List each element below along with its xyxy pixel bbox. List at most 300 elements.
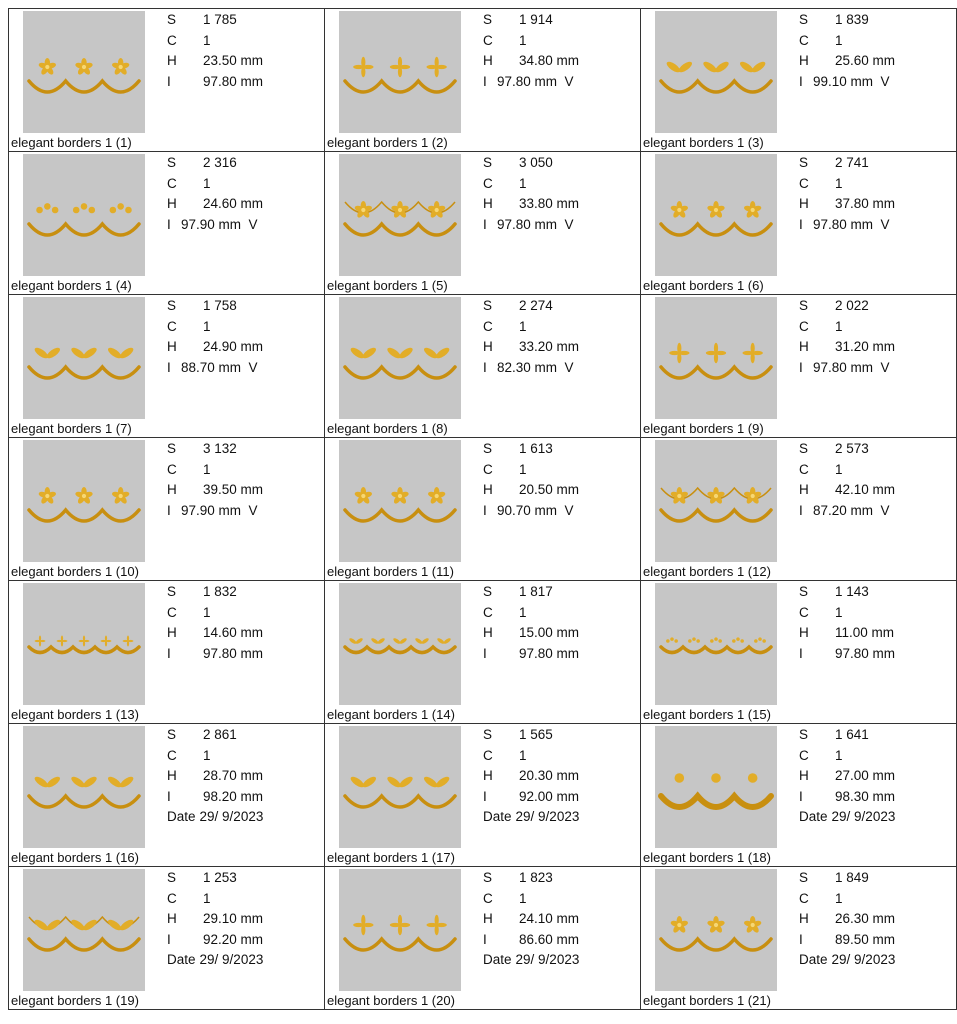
date-row xyxy=(167,950,263,971)
stitch-count-label: S xyxy=(799,155,809,170)
color-count-label: C xyxy=(483,890,493,906)
width-row xyxy=(483,72,579,93)
stitch-count-row xyxy=(799,296,895,317)
height-value: 24.10 mm xyxy=(519,911,580,926)
color-count-label: C xyxy=(483,318,493,334)
design-caption: elegant borders 1 (10) xyxy=(11,564,139,579)
design-thumbnail[interactable] xyxy=(655,583,777,705)
date-value: 29/ 9/2023 xyxy=(515,809,580,824)
color-count-row xyxy=(483,317,579,338)
date-row xyxy=(799,950,895,971)
color-count-label: C xyxy=(167,747,177,763)
design-thumbnail[interactable] xyxy=(23,583,145,705)
design-caption: elegant borders 1 (9) xyxy=(643,421,764,436)
width-value: 97.80 mm V xyxy=(813,359,890,375)
height-label: H xyxy=(483,911,493,926)
width-value: 98.20 mm xyxy=(203,788,264,804)
stitch-count-label: S xyxy=(167,584,177,599)
embroidery-motif-icon xyxy=(655,297,777,419)
stitch-count-row xyxy=(483,725,579,746)
date-row xyxy=(167,807,263,828)
stitch-count-value: 3 050 xyxy=(519,155,553,170)
stitch-count-label: S xyxy=(799,298,809,313)
design-cell-21[interactable] xyxy=(641,867,957,1010)
stitch-count-row xyxy=(483,296,579,317)
design-cell-6[interactable] xyxy=(641,152,957,295)
height-row xyxy=(799,194,895,215)
color-count-value: 1 xyxy=(835,604,843,620)
stitch-count-value: 1 253 xyxy=(203,870,237,885)
catalog-row xyxy=(9,581,957,724)
color-count-row xyxy=(167,746,263,767)
height-row xyxy=(799,480,895,501)
date-label: Date xyxy=(167,809,196,824)
embroidery-motif-icon xyxy=(23,154,145,276)
width-value: 92.00 mm xyxy=(519,788,580,804)
design-thumbnail[interactable] xyxy=(339,154,461,276)
design-specs xyxy=(483,439,579,521)
date-value: 29/ 9/2023 xyxy=(199,952,264,967)
stitch-count-value: 1 565 xyxy=(519,727,553,742)
stitch-count-label: S xyxy=(167,870,177,885)
stitch-count-value: 3 132 xyxy=(203,441,237,456)
embroidery-motif-icon xyxy=(339,869,461,991)
color-count-label: C xyxy=(799,890,809,906)
height-value: 29.10 mm xyxy=(203,911,264,926)
color-count-row xyxy=(483,603,579,624)
color-count-value: 1 xyxy=(519,318,527,334)
stitch-count-label: S xyxy=(483,870,493,885)
design-caption: elegant borders 1 (4) xyxy=(11,278,132,293)
width-value: 90.70 mm V xyxy=(497,502,574,518)
width-value: 88.70 mm V xyxy=(181,359,258,375)
design-specs xyxy=(799,582,895,664)
design-specs xyxy=(799,439,895,521)
date-value: 29/ 9/2023 xyxy=(199,809,264,824)
height-label: H xyxy=(799,482,809,497)
height-row xyxy=(167,337,263,358)
color-count-row xyxy=(799,889,895,910)
height-value: 42.10 mm xyxy=(835,482,896,497)
height-value: 23.50 mm xyxy=(203,53,264,68)
width-label: I xyxy=(483,216,487,232)
width-value: 97.90 mm V xyxy=(181,216,258,232)
color-count-label: C xyxy=(483,175,493,191)
stitch-count-row xyxy=(167,725,263,746)
embroidery-motif-icon xyxy=(339,726,461,848)
width-row xyxy=(483,930,579,951)
design-cell-5[interactable] xyxy=(325,152,641,295)
stitch-count-value: 2 274 xyxy=(519,298,553,313)
embroidery-motif-icon xyxy=(655,440,777,562)
height-value: 20.50 mm xyxy=(519,482,580,497)
design-caption: elegant borders 1 (17) xyxy=(327,850,455,865)
width-value: 92.20 mm xyxy=(203,931,264,947)
stitch-count-value: 1 613 xyxy=(519,441,553,456)
design-specs xyxy=(799,10,895,92)
height-row xyxy=(799,623,895,644)
color-count-row xyxy=(483,174,579,195)
width-row xyxy=(483,787,579,808)
color-count-label: C xyxy=(167,175,177,191)
width-value: 86.60 mm xyxy=(519,931,580,947)
embroidery-motif-icon xyxy=(339,297,461,419)
design-caption: elegant borders 1 (2) xyxy=(327,135,448,150)
design-cell-19[interactable] xyxy=(9,867,325,1010)
width-row xyxy=(483,501,579,522)
width-row xyxy=(167,644,263,665)
color-count-value: 1 xyxy=(519,461,527,477)
color-count-label: C xyxy=(167,890,177,906)
design-specs xyxy=(483,296,579,378)
stitch-count-value: 1 832 xyxy=(203,584,237,599)
height-value: 27.00 mm xyxy=(835,768,896,783)
color-count-value: 1 xyxy=(835,32,843,48)
design-caption: elegant borders 1 (16) xyxy=(11,850,139,865)
width-row xyxy=(167,215,263,236)
design-thumbnail[interactable] xyxy=(339,869,461,991)
width-value: 97.80 mm V xyxy=(813,216,890,232)
height-value: 31.20 mm xyxy=(835,339,896,354)
date-label: Date xyxy=(483,809,512,824)
stitch-count-value: 2 573 xyxy=(835,441,869,456)
width-label: I xyxy=(483,788,487,804)
width-label: I xyxy=(483,502,487,518)
width-row xyxy=(799,501,895,522)
stitch-count-row xyxy=(483,153,579,174)
height-row xyxy=(483,51,579,72)
height-label: H xyxy=(799,339,809,354)
height-row xyxy=(799,909,895,930)
color-count-value: 1 xyxy=(203,318,211,334)
stitch-count-row xyxy=(483,439,579,460)
height-row xyxy=(483,623,579,644)
design-cell-18[interactable] xyxy=(641,724,957,867)
catalog-row xyxy=(9,152,957,295)
height-label: H xyxy=(483,196,493,211)
design-cell-17[interactable] xyxy=(325,724,641,867)
embroidery-motif-icon xyxy=(23,869,145,991)
width-value: 97.80 mm V xyxy=(497,73,574,89)
design-cell-4[interactable] xyxy=(9,152,325,295)
width-row xyxy=(483,215,579,236)
catalog-row xyxy=(9,9,957,152)
design-cell-10[interactable] xyxy=(9,438,325,581)
design-catalog-table xyxy=(8,8,957,1010)
height-value: 26.30 mm xyxy=(835,911,896,926)
stitch-count-row xyxy=(167,582,263,603)
stitch-count-label: S xyxy=(483,584,493,599)
color-count-row xyxy=(167,460,263,481)
design-specs xyxy=(483,10,579,92)
design-caption: elegant borders 1 (3) xyxy=(643,135,764,150)
stitch-count-row xyxy=(167,296,263,317)
embroidery-motif-icon xyxy=(339,11,461,133)
design-thumbnail[interactable] xyxy=(23,869,145,991)
design-thumbnail[interactable] xyxy=(339,583,461,705)
height-label: H xyxy=(167,482,177,497)
embroidery-motif-icon xyxy=(655,11,777,133)
design-thumbnail[interactable] xyxy=(655,297,777,419)
stitch-count-label: S xyxy=(483,441,493,456)
width-label: I xyxy=(799,73,803,89)
design-thumbnail[interactable] xyxy=(23,297,145,419)
height-row xyxy=(167,909,263,930)
height-label: H xyxy=(483,768,493,783)
width-value: 97.80 mm xyxy=(519,645,580,661)
design-cell-13[interactable] xyxy=(9,581,325,724)
stitch-count-value: 1 849 xyxy=(835,870,869,885)
height-value: 25.60 mm xyxy=(835,53,896,68)
width-value: 97.80 mm V xyxy=(497,216,574,232)
stitch-count-label: S xyxy=(799,727,809,742)
stitch-count-value: 1 641 xyxy=(835,727,869,742)
height-label: H xyxy=(167,768,177,783)
design-specs xyxy=(167,582,263,664)
height-row xyxy=(167,480,263,501)
color-count-value: 1 xyxy=(519,890,527,906)
color-count-row xyxy=(799,746,895,767)
width-value: 97.80 mm xyxy=(203,645,264,661)
height-label: H xyxy=(799,53,809,68)
design-caption: elegant borders 1 (18) xyxy=(643,850,771,865)
design-caption: elegant borders 1 (14) xyxy=(327,707,455,722)
embroidery-motif-icon xyxy=(339,440,461,562)
stitch-count-label: S xyxy=(167,441,177,456)
height-value: 14.60 mm xyxy=(203,625,264,640)
date-label: Date xyxy=(799,952,828,967)
height-row xyxy=(483,480,579,501)
stitch-count-row xyxy=(167,868,263,889)
width-label: I xyxy=(483,73,487,89)
stitch-count-row xyxy=(799,582,895,603)
width-row xyxy=(799,72,895,93)
height-row xyxy=(483,909,579,930)
design-caption: elegant borders 1 (12) xyxy=(643,564,771,579)
stitch-count-label: S xyxy=(799,441,809,456)
design-cell-15[interactable] xyxy=(641,581,957,724)
width-label: I xyxy=(167,645,171,661)
width-label: I xyxy=(167,359,171,375)
height-value: 24.90 mm xyxy=(203,339,264,354)
width-label: I xyxy=(167,788,171,804)
color-count-row xyxy=(799,603,895,624)
embroidery-motif-icon xyxy=(655,869,777,991)
design-cell-14[interactable] xyxy=(325,581,641,724)
date-value: 29/ 9/2023 xyxy=(831,952,896,967)
height-label: H xyxy=(799,911,809,926)
color-count-row xyxy=(167,174,263,195)
color-count-label: C xyxy=(483,604,493,620)
design-thumbnail[interactable] xyxy=(655,11,777,133)
design-cell-20[interactable] xyxy=(325,867,641,1010)
design-specs xyxy=(167,725,263,828)
width-row xyxy=(167,358,263,379)
width-label: I xyxy=(483,359,487,375)
height-label: H xyxy=(483,53,493,68)
width-value: 97.80 mm xyxy=(835,645,896,661)
width-value: 82.30 mm V xyxy=(497,359,574,375)
design-specs xyxy=(167,868,263,971)
design-specs xyxy=(167,439,263,521)
width-row xyxy=(799,787,895,808)
stitch-count-label: S xyxy=(483,12,493,27)
width-row xyxy=(799,644,895,665)
design-thumbnail[interactable] xyxy=(339,726,461,848)
stitch-count-label: S xyxy=(167,155,177,170)
height-row xyxy=(167,51,263,72)
height-row xyxy=(167,194,263,215)
height-label: H xyxy=(167,625,177,640)
color-count-value: 1 xyxy=(835,890,843,906)
design-cell-16[interactable] xyxy=(9,724,325,867)
design-caption: elegant borders 1 (1) xyxy=(11,135,132,150)
stitch-count-row xyxy=(799,725,895,746)
design-thumbnail[interactable] xyxy=(339,11,461,133)
stitch-count-value: 2 316 xyxy=(203,155,237,170)
stitch-count-row xyxy=(167,439,263,460)
stitch-count-row xyxy=(483,582,579,603)
color-count-label: C xyxy=(483,32,493,48)
design-cell-9[interactable] xyxy=(641,295,957,438)
embroidery-motif-icon xyxy=(23,11,145,133)
date-value: 29/ 9/2023 xyxy=(515,952,580,967)
color-count-label: C xyxy=(167,318,177,334)
design-thumbnail[interactable] xyxy=(655,154,777,276)
stitch-count-row xyxy=(799,153,895,174)
color-count-row xyxy=(167,889,263,910)
design-specs xyxy=(167,10,263,92)
catalog-row xyxy=(9,724,957,867)
embroidery-motif-icon xyxy=(655,583,777,705)
stitch-count-label: S xyxy=(483,155,493,170)
height-value: 28.70 mm xyxy=(203,768,264,783)
width-value: 97.80 mm xyxy=(203,73,264,89)
width-row xyxy=(167,501,263,522)
design-thumbnail[interactable] xyxy=(23,154,145,276)
color-count-value: 1 xyxy=(203,32,211,48)
width-label: I xyxy=(167,216,171,232)
height-row xyxy=(483,766,579,787)
stitch-count-label: S xyxy=(799,12,809,27)
color-count-value: 1 xyxy=(519,175,527,191)
height-value: 37.80 mm xyxy=(835,196,896,211)
color-count-row xyxy=(167,603,263,624)
height-value: 24.60 mm xyxy=(203,196,264,211)
design-cell-12[interactable] xyxy=(641,438,957,581)
width-row xyxy=(799,215,895,236)
design-thumbnail[interactable] xyxy=(655,726,777,848)
color-count-value: 1 xyxy=(203,461,211,477)
color-count-label: C xyxy=(799,461,809,477)
embroidery-motif-icon xyxy=(655,726,777,848)
stitch-count-label: S xyxy=(799,870,809,885)
design-thumbnail[interactable] xyxy=(23,440,145,562)
embroidery-motif-icon xyxy=(23,297,145,419)
color-count-value: 1 xyxy=(203,890,211,906)
color-count-row xyxy=(483,31,579,52)
width-value: 98.30 mm xyxy=(835,788,896,804)
color-count-value: 1 xyxy=(519,32,527,48)
date-value: 29/ 9/2023 xyxy=(831,809,896,824)
color-count-value: 1 xyxy=(519,604,527,620)
design-cell-11[interactable] xyxy=(325,438,641,581)
design-cell-8[interactable] xyxy=(325,295,641,438)
height-value: 34.80 mm xyxy=(519,53,580,68)
design-cell-7[interactable] xyxy=(9,295,325,438)
height-label: H xyxy=(799,625,809,640)
stitch-count-row xyxy=(799,868,895,889)
embroidery-motif-icon xyxy=(23,726,145,848)
design-caption: elegant borders 1 (7) xyxy=(11,421,132,436)
catalog-row xyxy=(9,295,957,438)
stitch-count-row xyxy=(483,10,579,31)
height-row xyxy=(799,51,895,72)
width-label: I xyxy=(799,216,803,232)
width-row xyxy=(483,644,579,665)
design-caption: elegant borders 1 (8) xyxy=(327,421,448,436)
width-row xyxy=(799,930,895,951)
design-thumbnail[interactable] xyxy=(655,440,777,562)
design-thumbnail[interactable] xyxy=(23,11,145,133)
width-label: I xyxy=(799,502,803,518)
design-caption: elegant borders 1 (13) xyxy=(11,707,139,722)
height-value: 11.00 mm xyxy=(835,625,895,640)
design-thumbnail[interactable] xyxy=(655,869,777,991)
stitch-count-value: 1 914 xyxy=(519,12,553,27)
design-thumbnail[interactable] xyxy=(339,440,461,562)
catalog-row xyxy=(9,867,957,1010)
stitch-count-label: S xyxy=(167,12,177,27)
height-row xyxy=(799,766,895,787)
width-row xyxy=(167,72,263,93)
color-count-label: C xyxy=(167,32,177,48)
height-row xyxy=(483,337,579,358)
date-row xyxy=(483,807,579,828)
color-count-row xyxy=(483,889,579,910)
design-specs xyxy=(799,296,895,378)
width-value: 97.90 mm V xyxy=(181,502,258,518)
design-caption: elegant borders 1 (6) xyxy=(643,278,764,293)
stitch-count-value: 2 741 xyxy=(835,155,869,170)
design-cell-3[interactable] xyxy=(641,9,957,152)
color-count-label: C xyxy=(799,318,809,334)
width-label: I xyxy=(167,502,171,518)
design-cell-2[interactable] xyxy=(325,9,641,152)
date-label: Date xyxy=(799,809,828,824)
design-thumbnail[interactable] xyxy=(23,726,145,848)
width-value: 99.10 mm V xyxy=(813,73,890,89)
width-row xyxy=(483,358,579,379)
embroidery-motif-icon xyxy=(23,583,145,705)
design-specs xyxy=(483,153,579,235)
design-specs xyxy=(799,725,895,828)
stitch-count-label: S xyxy=(167,727,177,742)
color-count-value: 1 xyxy=(835,461,843,477)
stitch-count-value: 1 823 xyxy=(519,870,553,885)
color-count-label: C xyxy=(799,747,809,763)
embroidery-motif-icon xyxy=(23,440,145,562)
color-count-label: C xyxy=(167,461,177,477)
design-thumbnail[interactable] xyxy=(339,297,461,419)
design-specs xyxy=(167,153,263,235)
color-count-row xyxy=(167,317,263,338)
stitch-count-label: S xyxy=(483,727,493,742)
height-row xyxy=(483,194,579,215)
design-cell-1[interactable] xyxy=(9,9,325,152)
width-row xyxy=(167,930,263,951)
design-caption: elegant borders 1 (19) xyxy=(11,993,139,1008)
